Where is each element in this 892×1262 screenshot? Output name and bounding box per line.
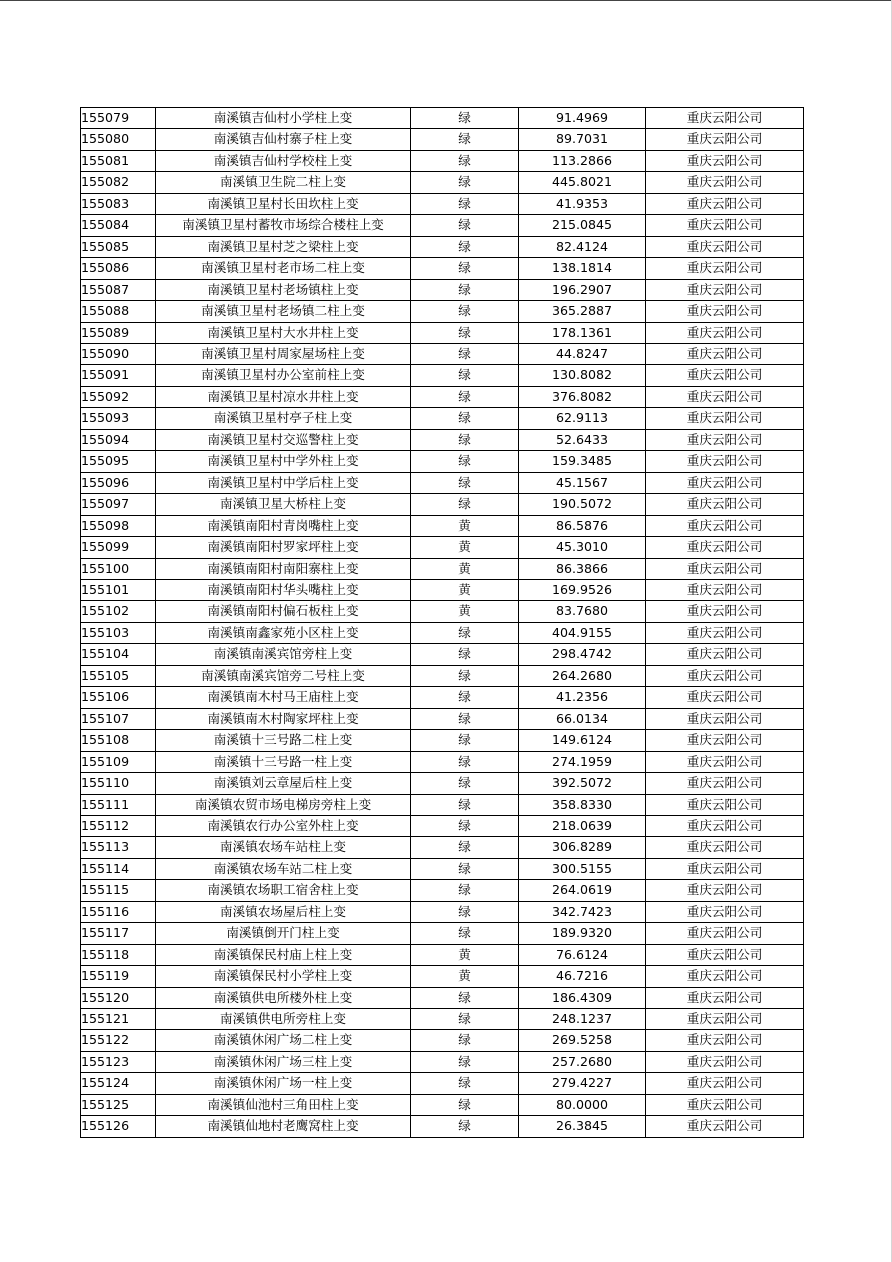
station-name-cell: 南溪镇刘云章屋后柱上变 xyxy=(156,773,411,794)
company-cell: 重庆云阳公司 xyxy=(646,944,804,965)
status-color-cell: 绿 xyxy=(411,794,519,815)
status-color-cell: 绿 xyxy=(411,880,519,901)
status-color-cell: 绿 xyxy=(411,923,519,944)
station-name-cell: 南溪镇卫星村长田坎柱上变 xyxy=(156,193,411,214)
table-row xyxy=(81,172,804,193)
station-name-cell: 南溪镇保民村小学柱上变 xyxy=(156,966,411,987)
row-id-cell: 155096 xyxy=(81,472,156,493)
station-name-cell: 南溪镇南阳村青岗嘴柱上变 xyxy=(156,515,411,536)
company-cell: 重庆云阳公司 xyxy=(646,773,804,794)
company-cell: 重庆云阳公司 xyxy=(646,579,804,600)
row-id-cell: 155092 xyxy=(81,386,156,407)
value-cell: 169.9526 xyxy=(519,579,646,600)
table-row xyxy=(81,322,804,343)
status-color-cell: 绿 xyxy=(411,730,519,751)
station-name-cell: 南溪镇农贸市场电梯房旁柱上变 xyxy=(156,794,411,815)
row-id-cell: 155101 xyxy=(81,579,156,600)
station-name-cell: 南溪镇农行办公室外柱上变 xyxy=(156,815,411,836)
status-color-cell: 绿 xyxy=(411,1073,519,1094)
value-cell: 298.4742 xyxy=(519,644,646,665)
status-color-cell: 黄 xyxy=(411,966,519,987)
company-cell: 重庆云阳公司 xyxy=(646,129,804,150)
value-cell: 76.6124 xyxy=(519,944,646,965)
status-color-cell: 绿 xyxy=(411,386,519,407)
value-cell: 218.0639 xyxy=(519,815,646,836)
company-cell: 重庆云阳公司 xyxy=(646,665,804,686)
status-color-cell: 绿 xyxy=(411,108,519,129)
value-cell: 113.2866 xyxy=(519,150,646,171)
station-name-cell: 南溪镇卫星村亭子柱上变 xyxy=(156,408,411,429)
station-name-cell: 南溪镇农场屋后柱上变 xyxy=(156,901,411,922)
status-color-cell: 绿 xyxy=(411,365,519,386)
row-id-cell: 155106 xyxy=(81,687,156,708)
station-name-cell: 南溪镇供电所旁柱上变 xyxy=(156,1009,411,1030)
station-name-cell: 南溪镇农场车站柱上变 xyxy=(156,837,411,858)
company-cell: 重庆云阳公司 xyxy=(646,236,804,257)
row-id-cell: 155099 xyxy=(81,537,156,558)
company-cell: 重庆云阳公司 xyxy=(646,537,804,558)
table-row xyxy=(81,644,804,665)
company-cell: 重庆云阳公司 xyxy=(646,901,804,922)
row-id-cell: 155085 xyxy=(81,236,156,257)
status-color-cell: 绿 xyxy=(411,1030,519,1051)
station-name-cell: 南溪镇南鑫家苑小区柱上变 xyxy=(156,622,411,643)
row-id-cell: 155114 xyxy=(81,858,156,879)
status-color-cell: 黄 xyxy=(411,558,519,579)
value-cell: 149.6124 xyxy=(519,730,646,751)
table-container xyxy=(80,107,804,1138)
value-cell: 45.3010 xyxy=(519,537,646,558)
table-body xyxy=(81,108,804,1138)
table-row xyxy=(81,558,804,579)
row-id-cell: 155109 xyxy=(81,751,156,772)
value-cell: 80.0000 xyxy=(519,1094,646,1115)
row-id-cell: 155122 xyxy=(81,1030,156,1051)
table-row xyxy=(81,343,804,364)
status-color-cell: 绿 xyxy=(411,837,519,858)
table-row xyxy=(81,301,804,322)
row-id-cell: 155110 xyxy=(81,773,156,794)
status-color-cell: 绿 xyxy=(411,343,519,364)
company-cell: 重庆云阳公司 xyxy=(646,1051,804,1072)
company-cell: 重庆云阳公司 xyxy=(646,987,804,1008)
status-color-cell: 绿 xyxy=(411,150,519,171)
station-name-cell: 南溪镇卫星村交巡警柱上变 xyxy=(156,429,411,450)
row-id-cell: 155103 xyxy=(81,622,156,643)
table-row xyxy=(81,258,804,279)
company-cell: 重庆云阳公司 xyxy=(646,386,804,407)
table-row xyxy=(81,794,804,815)
table-row xyxy=(81,579,804,600)
company-cell: 重庆云阳公司 xyxy=(646,258,804,279)
company-cell: 重庆云阳公司 xyxy=(646,365,804,386)
status-color-cell: 绿 xyxy=(411,301,519,322)
status-color-cell: 绿 xyxy=(411,644,519,665)
company-cell: 重庆云阳公司 xyxy=(646,644,804,665)
status-color-cell: 绿 xyxy=(411,258,519,279)
company-cell: 重庆云阳公司 xyxy=(646,408,804,429)
status-color-cell: 黄 xyxy=(411,601,519,622)
status-color-cell: 绿 xyxy=(411,322,519,343)
status-color-cell: 绿 xyxy=(411,665,519,686)
row-id-cell: 155081 xyxy=(81,150,156,171)
table-row xyxy=(81,601,804,622)
table-row xyxy=(81,815,804,836)
row-id-cell: 155108 xyxy=(81,730,156,751)
station-name-cell: 南溪镇卫星村老市场二柱上变 xyxy=(156,258,411,279)
row-id-cell: 155091 xyxy=(81,365,156,386)
status-color-cell: 黄 xyxy=(411,537,519,558)
row-id-cell: 155094 xyxy=(81,429,156,450)
value-cell: 358.8330 xyxy=(519,794,646,815)
company-cell: 重庆云阳公司 xyxy=(646,108,804,129)
row-id-cell: 155079 xyxy=(81,108,156,129)
row-id-cell: 155098 xyxy=(81,515,156,536)
station-name-cell: 南溪镇吉仙村寨子柱上变 xyxy=(156,129,411,150)
value-cell: 196.2907 xyxy=(519,279,646,300)
row-id-cell: 155115 xyxy=(81,880,156,901)
station-name-cell: 南溪镇南阳村华头嘴柱上变 xyxy=(156,579,411,600)
table-row xyxy=(81,236,804,257)
table-row xyxy=(81,987,804,1008)
company-cell: 重庆云阳公司 xyxy=(646,279,804,300)
station-name-cell: 南溪镇南木村马王庙柱上变 xyxy=(156,687,411,708)
table-row xyxy=(81,279,804,300)
table-row xyxy=(81,193,804,214)
table-row xyxy=(81,923,804,944)
table-row xyxy=(81,150,804,171)
row-id-cell: 155117 xyxy=(81,923,156,944)
station-name-cell: 南溪镇卫星村蓄牧市场综合楼柱上变 xyxy=(156,215,411,236)
table-row xyxy=(81,386,804,407)
company-cell: 重庆云阳公司 xyxy=(646,1094,804,1115)
company-cell: 重庆云阳公司 xyxy=(646,515,804,536)
value-cell: 159.3485 xyxy=(519,451,646,472)
row-id-cell: 155121 xyxy=(81,1009,156,1030)
company-cell: 重庆云阳公司 xyxy=(646,150,804,171)
table-row xyxy=(81,129,804,150)
value-cell: 274.1959 xyxy=(519,751,646,772)
value-cell: 86.5876 xyxy=(519,515,646,536)
station-name-cell: 南溪镇农场职工宿舍柱上变 xyxy=(156,880,411,901)
table-row xyxy=(81,966,804,987)
table-row xyxy=(81,901,804,922)
value-cell: 44.8247 xyxy=(519,343,646,364)
company-cell: 重庆云阳公司 xyxy=(646,301,804,322)
station-name-cell: 南溪镇卫星村芝之梁柱上变 xyxy=(156,236,411,257)
station-name-cell: 南溪镇南阳村罗家坪柱上变 xyxy=(156,537,411,558)
row-id-cell: 155118 xyxy=(81,944,156,965)
company-cell: 重庆云阳公司 xyxy=(646,451,804,472)
station-name-cell: 南溪镇仙地村老鹰窝柱上变 xyxy=(156,1116,411,1137)
station-name-cell: 南溪镇南溪宾馆旁二号柱上变 xyxy=(156,665,411,686)
company-cell: 重庆云阳公司 xyxy=(646,558,804,579)
table-row xyxy=(81,708,804,729)
table-row xyxy=(81,1051,804,1072)
table-row xyxy=(81,665,804,686)
table-row xyxy=(81,1009,804,1030)
table-row xyxy=(81,537,804,558)
status-color-cell: 绿 xyxy=(411,687,519,708)
company-cell: 重庆云阳公司 xyxy=(646,815,804,836)
row-id-cell: 155111 xyxy=(81,794,156,815)
table-row xyxy=(81,730,804,751)
value-cell: 83.7680 xyxy=(519,601,646,622)
table-row xyxy=(81,751,804,772)
row-id-cell: 155086 xyxy=(81,258,156,279)
value-cell: 66.0134 xyxy=(519,708,646,729)
value-cell: 89.7031 xyxy=(519,129,646,150)
row-id-cell: 155112 xyxy=(81,815,156,836)
table-row xyxy=(81,880,804,901)
station-name-cell: 南溪镇农场车站二柱上变 xyxy=(156,858,411,879)
row-id-cell: 155095 xyxy=(81,451,156,472)
company-cell: 重庆云阳公司 xyxy=(646,494,804,515)
status-color-cell: 绿 xyxy=(411,901,519,922)
row-id-cell: 155080 xyxy=(81,129,156,150)
row-id-cell: 155087 xyxy=(81,279,156,300)
status-color-cell: 黄 xyxy=(411,944,519,965)
company-cell: 重庆云阳公司 xyxy=(646,1116,804,1137)
company-cell: 重庆云阳公司 xyxy=(646,472,804,493)
table-row xyxy=(81,215,804,236)
value-cell: 248.1237 xyxy=(519,1009,646,1030)
station-name-cell: 南溪镇十三号路二柱上变 xyxy=(156,730,411,751)
table-row xyxy=(81,1073,804,1094)
row-id-cell: 155082 xyxy=(81,172,156,193)
status-color-cell: 绿 xyxy=(411,279,519,300)
station-name-cell: 南溪镇吉仙村小学柱上变 xyxy=(156,108,411,129)
value-cell: 130.8082 xyxy=(519,365,646,386)
station-name-cell: 南溪镇卫星村中学外柱上变 xyxy=(156,451,411,472)
value-cell: 190.5072 xyxy=(519,494,646,515)
company-cell: 重庆云阳公司 xyxy=(646,1009,804,1030)
company-cell: 重庆云阳公司 xyxy=(646,923,804,944)
value-cell: 376.8082 xyxy=(519,386,646,407)
station-name-cell: 南溪镇南溪宾馆旁柱上变 xyxy=(156,644,411,665)
status-color-cell: 绿 xyxy=(411,1051,519,1072)
value-cell: 45.1567 xyxy=(519,472,646,493)
value-cell: 52.6433 xyxy=(519,429,646,450)
station-name-cell: 南溪镇休闲广场一柱上变 xyxy=(156,1073,411,1094)
row-id-cell: 155088 xyxy=(81,301,156,322)
company-cell: 重庆云阳公司 xyxy=(646,858,804,879)
value-cell: 306.8289 xyxy=(519,837,646,858)
table-row xyxy=(81,408,804,429)
status-color-cell: 绿 xyxy=(411,708,519,729)
row-id-cell: 155113 xyxy=(81,837,156,858)
table-row xyxy=(81,1030,804,1051)
table-row xyxy=(81,515,804,536)
station-name-cell: 南溪镇卫星村中学后柱上变 xyxy=(156,472,411,493)
station-name-cell: 南溪镇供电所楼外柱上变 xyxy=(156,987,411,1008)
status-color-cell: 绿 xyxy=(411,858,519,879)
status-color-cell: 绿 xyxy=(411,236,519,257)
row-id-cell: 155089 xyxy=(81,322,156,343)
status-color-cell: 绿 xyxy=(411,451,519,472)
value-cell: 392.5072 xyxy=(519,773,646,794)
status-color-cell: 绿 xyxy=(411,472,519,493)
table-row xyxy=(81,773,804,794)
station-name-cell: 南溪镇卫星村大水井柱上变 xyxy=(156,322,411,343)
company-cell: 重庆云阳公司 xyxy=(646,880,804,901)
station-name-cell: 南溪镇卫生院二柱上变 xyxy=(156,172,411,193)
company-cell: 重庆云阳公司 xyxy=(646,1030,804,1051)
status-color-cell: 绿 xyxy=(411,408,519,429)
status-color-cell: 绿 xyxy=(411,429,519,450)
table-row xyxy=(81,108,804,129)
value-cell: 445.8021 xyxy=(519,172,646,193)
row-id-cell: 155090 xyxy=(81,343,156,364)
table-row xyxy=(81,687,804,708)
value-cell: 46.7216 xyxy=(519,966,646,987)
row-id-cell: 155105 xyxy=(81,665,156,686)
row-id-cell: 155126 xyxy=(81,1116,156,1137)
company-cell: 重庆云阳公司 xyxy=(646,837,804,858)
status-color-cell: 绿 xyxy=(411,129,519,150)
value-cell: 264.0619 xyxy=(519,880,646,901)
value-cell: 189.9320 xyxy=(519,923,646,944)
company-cell: 重庆云阳公司 xyxy=(646,601,804,622)
value-cell: 365.2887 xyxy=(519,301,646,322)
row-id-cell: 155123 xyxy=(81,1051,156,1072)
value-cell: 279.4227 xyxy=(519,1073,646,1094)
row-id-cell: 155093 xyxy=(81,408,156,429)
row-id-cell: 155119 xyxy=(81,966,156,987)
company-cell: 重庆云阳公司 xyxy=(646,966,804,987)
station-name-cell: 南溪镇卫星村老场镇柱上变 xyxy=(156,279,411,300)
station-name-cell: 南溪镇十三号路一柱上变 xyxy=(156,751,411,772)
company-cell: 重庆云阳公司 xyxy=(646,172,804,193)
value-cell: 41.2356 xyxy=(519,687,646,708)
station-name-cell: 南溪镇卫星村周家屋场柱上变 xyxy=(156,343,411,364)
company-cell: 重庆云阳公司 xyxy=(646,215,804,236)
value-cell: 62.9113 xyxy=(519,408,646,429)
company-cell: 重庆云阳公司 xyxy=(646,622,804,643)
table-row xyxy=(81,494,804,515)
table-row xyxy=(81,451,804,472)
company-cell: 重庆云阳公司 xyxy=(646,1073,804,1094)
table-row xyxy=(81,429,804,450)
value-cell: 26.3845 xyxy=(519,1116,646,1137)
company-cell: 重庆云阳公司 xyxy=(646,322,804,343)
table-row xyxy=(81,837,804,858)
company-cell: 重庆云阳公司 xyxy=(646,751,804,772)
status-color-cell: 绿 xyxy=(411,193,519,214)
value-cell: 342.7423 xyxy=(519,901,646,922)
station-name-cell: 南溪镇仙池村三角田柱上变 xyxy=(156,1094,411,1115)
value-cell: 269.5258 xyxy=(519,1030,646,1051)
row-id-cell: 155100 xyxy=(81,558,156,579)
value-cell: 41.9353 xyxy=(519,193,646,214)
table-row xyxy=(81,472,804,493)
company-cell: 重庆云阳公司 xyxy=(646,343,804,364)
station-name-cell: 南溪镇休闲广场二柱上变 xyxy=(156,1030,411,1051)
row-id-cell: 155102 xyxy=(81,601,156,622)
station-name-cell: 南溪镇卫星大桥柱上变 xyxy=(156,494,411,515)
company-cell: 重庆云阳公司 xyxy=(646,687,804,708)
row-id-cell: 155084 xyxy=(81,215,156,236)
top-border-line xyxy=(0,0,892,1)
station-name-cell: 南溪镇卫星村办公室前柱上变 xyxy=(156,365,411,386)
status-color-cell: 绿 xyxy=(411,1009,519,1030)
station-name-cell: 南溪镇卫星村凉水井柱上变 xyxy=(156,386,411,407)
station-name-cell: 南溪镇休闲广场三柱上变 xyxy=(156,1051,411,1072)
row-id-cell: 155116 xyxy=(81,901,156,922)
status-color-cell: 黄 xyxy=(411,579,519,600)
value-cell: 91.4969 xyxy=(519,108,646,129)
table-row xyxy=(81,622,804,643)
value-cell: 300.5155 xyxy=(519,858,646,879)
table-row xyxy=(81,858,804,879)
row-id-cell: 155083 xyxy=(81,193,156,214)
row-id-cell: 155104 xyxy=(81,644,156,665)
value-cell: 82.4124 xyxy=(519,236,646,257)
value-cell: 404.9155 xyxy=(519,622,646,643)
status-color-cell: 绿 xyxy=(411,815,519,836)
table-row xyxy=(81,1116,804,1137)
table-row xyxy=(81,1094,804,1115)
station-name-cell: 南溪镇南阳村偏石板柱上变 xyxy=(156,601,411,622)
row-id-cell: 155125 xyxy=(81,1094,156,1115)
status-color-cell: 绿 xyxy=(411,987,519,1008)
value-cell: 215.0845 xyxy=(519,215,646,236)
status-color-cell: 绿 xyxy=(411,622,519,643)
company-cell: 重庆云阳公司 xyxy=(646,794,804,815)
status-color-cell: 绿 xyxy=(411,215,519,236)
status-color-cell: 黄 xyxy=(411,515,519,536)
row-id-cell: 155120 xyxy=(81,987,156,1008)
station-name-cell: 南溪镇南阳村南阳寨柱上变 xyxy=(156,558,411,579)
status-color-cell: 绿 xyxy=(411,494,519,515)
row-id-cell: 155107 xyxy=(81,708,156,729)
status-color-cell: 绿 xyxy=(411,1094,519,1115)
status-color-cell: 绿 xyxy=(411,172,519,193)
status-color-cell: 绿 xyxy=(411,751,519,772)
company-cell: 重庆云阳公司 xyxy=(646,730,804,751)
company-cell: 重庆云阳公司 xyxy=(646,708,804,729)
station-name-cell: 南溪镇倒开门柱上变 xyxy=(156,923,411,944)
station-name-cell: 南溪镇卫星村老场镇二柱上变 xyxy=(156,301,411,322)
value-cell: 186.4309 xyxy=(519,987,646,1008)
value-cell: 86.3866 xyxy=(519,558,646,579)
company-cell: 重庆云阳公司 xyxy=(646,193,804,214)
value-cell: 257.2680 xyxy=(519,1051,646,1072)
row-id-cell: 155097 xyxy=(81,494,156,515)
value-cell: 178.1361 xyxy=(519,322,646,343)
station-name-cell: 南溪镇南木村陶家坪柱上变 xyxy=(156,708,411,729)
status-color-cell: 绿 xyxy=(411,773,519,794)
row-id-cell: 155124 xyxy=(81,1073,156,1094)
value-cell: 138.1814 xyxy=(519,258,646,279)
table-row xyxy=(81,365,804,386)
company-cell: 重庆云阳公司 xyxy=(646,429,804,450)
data-table xyxy=(80,107,804,1138)
station-name-cell: 南溪镇保民村庙上柱上变 xyxy=(156,944,411,965)
status-color-cell: 绿 xyxy=(411,1116,519,1137)
value-cell: 264.2680 xyxy=(519,665,646,686)
table-row xyxy=(81,944,804,965)
station-name-cell: 南溪镇吉仙村学校柱上变 xyxy=(156,150,411,171)
